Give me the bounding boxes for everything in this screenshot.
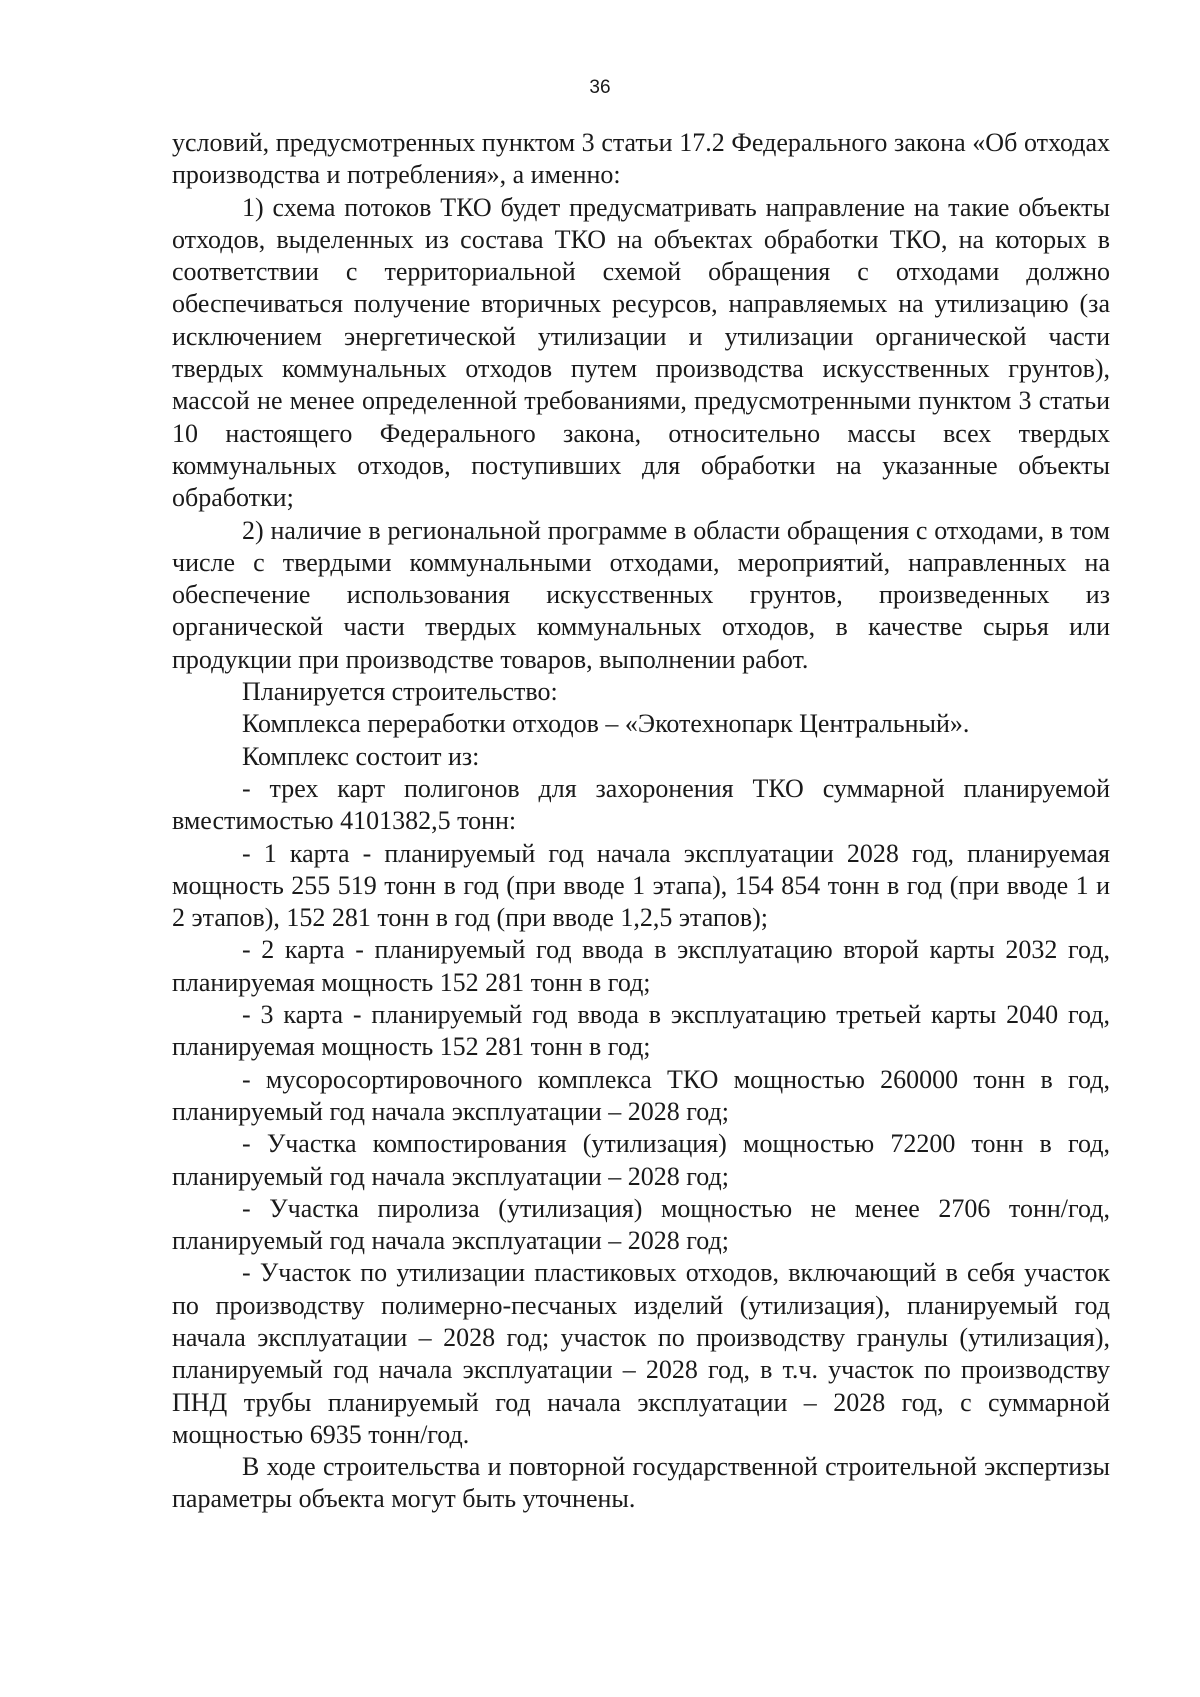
paragraph-item-1: 1) схема потоков ТКО будет предусматривать направление на такие объекты отходов, выделенных из состава ТКО на объектах обработки ТКО, на которых в соответствии с территориальной схемой обращения с отходами должно обеспечиваться получение вторичных ресурсов, направляемых на утилизацию (за исключением энергетической утилизации и утилизации органической части твердых коммунальных отходов путем производства искусственных грунтов), массой не менее определенной требованиями, предусмотренными пунктом 3 статьи 10 настоящего Федерального закона, относительно массы всех твердых коммунальных отходов, поступивших для обработки на указанные объекты обработки; bbox=[172, 192, 1110, 513]
list-item-landfill-cards: - трех карт полигонов для захоронения ТКО суммарной планируемой вместимостью 4101382,5 тонн: bbox=[172, 773, 1110, 836]
paragraph-complex-consists: Комплекс состоит из: bbox=[242, 741, 480, 771]
list-item-plastic-recycling: - Участок по утилизации пластиковых отходов, включающий в себя участок по производству полимерно-песчаных изделий (утилизация), планируемый год начала эксплуатации – 2028 год; участок по производству гранулы (утилизация), планируемый год начала эксплуатации – 2028 год, в т.ч. участок по производству ПНД трубы планируемый год начала эксплуатации – 2028 год, с суммарной мощностью 6935 тонн/год. bbox=[172, 1258, 1110, 1449]
list-item-card-3: - 3 карта - планируемый год ввода в эксплуатацию третьей карты 2040 год, планируемая мощность 152 281 тонн в год; bbox=[172, 1000, 1110, 1062]
list-item-pyrolysis: - Участка пиролиза (утилизация) мощностью не менее 2706 тонн/год, планируемый год начала эксплуатации – 2028 год; bbox=[172, 1193, 1110, 1256]
page-number: 36 bbox=[589, 77, 611, 98]
paragraph-complex-name: Комплекса переработки отходов – «Экотехнопарк Центральный». bbox=[242, 709, 970, 739]
paragraph-item-2: 2) наличие в региональной программе в области обращения с отходами, в том числе с твердыми коммунальными отходами, мероприятий, направленных на обеспечение использования искусственных грунтов, произведенных из органической части твердых коммунальных отходов, в качестве сырья или продукции при производстве товаров, выполнении работ. bbox=[172, 515, 1110, 674]
paragraph-closing: В ходе строительства и повторной государственной строительной экспертизы параметры объекта могут быть уточнены. bbox=[172, 1452, 1110, 1514]
list-item-sorting-complex: - мусоросортировочного комплекса ТКО мощностью 260000 тонн в год, планируемый год начала эксплуатации – 2028 год; bbox=[172, 1064, 1110, 1126]
list-item-composting: - Участка компостирования (утилизация) мощностью 72200 тонн в год, планируемый год начала эксплуатации – 2028 год; bbox=[172, 1129, 1110, 1191]
list-item-card-1: - 1 карта - планируемый год начала эксплуатации 2028 год, планируемая мощность 255 519 тонн в год (при вводе 1 этапа), 154 854 тонн в год (при вводе 1 и 2 этапов), 152 281 тонн в год (при вводе 1,2,5 этапов); bbox=[172, 838, 1110, 933]
paragraph-continuation: условий, предусмотренных пунктом 3 статьи 17.2 Федерального закона «Об отходах производства и потребления», а именно: bbox=[172, 128, 1110, 190]
document-body bbox=[172, 127, 1110, 1516]
list-item-card-2: - 2 карта - планируемый год ввода в эксплуатацию второй карты 2032 год, планируемая мощность 152 281 тонн в год; bbox=[172, 935, 1110, 997]
paragraph-planned-construction: Планируется строительство: bbox=[242, 677, 558, 707]
